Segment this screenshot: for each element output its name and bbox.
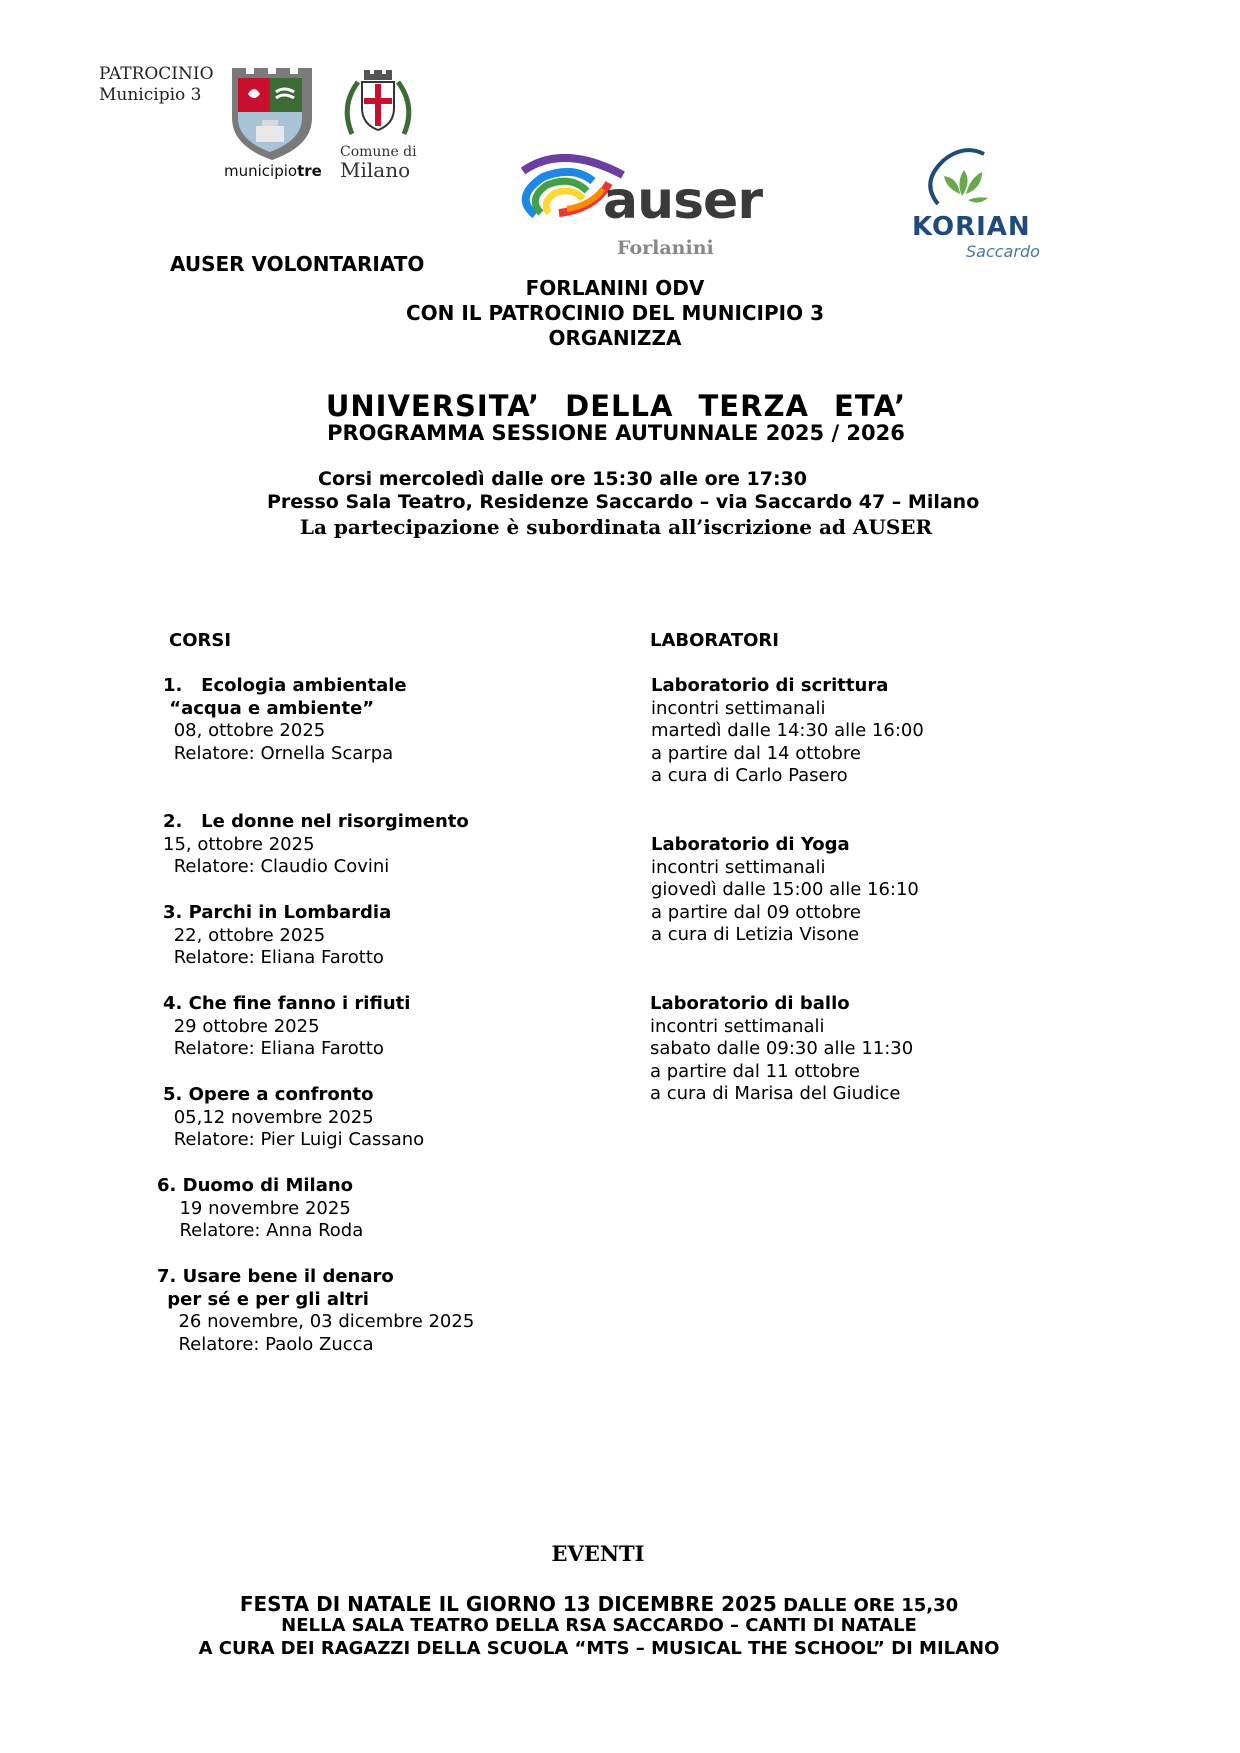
- patrocinio-line2: Municipio 3: [99, 85, 202, 105]
- workshop-start: a partire dal 09 ottobre: [651, 901, 861, 923]
- course-date: 26 novembre, 03 dicembre 2025: [167, 1311, 475, 1332]
- korian-logo-word: KORIAN: [912, 212, 1031, 242]
- course-date: 22, ottobre 2025: [168, 924, 326, 946]
- event-line2: NELLA SALA TEATRO DELLA RSA SACCARDO – CANTI DI NATALE: [281, 1615, 917, 1636]
- course-item: [157, 1266, 474, 1356]
- course-item: [163, 1084, 424, 1152]
- course-date: 08, ottobre 2025: [168, 720, 326, 741]
- workshop-frequency: incontri settimanali: [650, 1015, 825, 1037]
- course-item: [163, 675, 407, 765]
- milano-logo-line1: Comune di: [340, 144, 417, 160]
- venue-text: Presso Sala Teatro, Residenze Saccardo – via Saccardo 47 – Milano: [267, 491, 980, 513]
- workshop-item: [651, 675, 924, 788]
- event-time: DALLE ORE 15,30: [776, 1595, 959, 1616]
- milano-logo-line2: Milano: [340, 158, 411, 182]
- course-item: [163, 993, 410, 1061]
- course-date: 29 ottobre 2025: [168, 1015, 320, 1037]
- comune-milano-logo: [338, 64, 418, 184]
- course-speaker: Relatore: Anna Roda: [168, 1220, 364, 1241]
- patrocinio-line1: PATROCINIO: [99, 64, 214, 84]
- municipio3-logo: [222, 64, 338, 184]
- workshop-frequency: incontri settimanali: [651, 697, 826, 719]
- workshop-title: Laboratorio di ballo: [650, 993, 850, 1014]
- event-title: FESTA DI NATALE IL GIORNO 13 DICEMBRE 2025: [239, 1592, 777, 1616]
- workshop-item: [651, 834, 919, 947]
- korian-leaf-icon: [910, 146, 1020, 212]
- course-speaker: Relatore: Eliana Farotto: [168, 1038, 384, 1059]
- workshop-schedule: sabato dalle 09:30 alle 11:30: [650, 1038, 914, 1059]
- milano-crest-icon: [338, 64, 418, 144]
- course-speaker: Relatore: Paolo Zucca: [167, 1333, 374, 1355]
- course-title: 2. Le donne nel risorgimento: [163, 811, 469, 832]
- korian-saccardo-logo: [910, 146, 1040, 266]
- page-title: UNIVERSITA’ DELLA TERZA ETA’: [325, 389, 907, 423]
- auser-forlanini-logo: [515, 143, 762, 263]
- course-title-line2: “acqua e ambiente”: [163, 697, 375, 719]
- course-title: 7. Usare bene il denaro: [157, 1266, 394, 1287]
- workshop-start: a partire dal 14 ottobre: [651, 742, 861, 764]
- course-date: 19 novembre 2025: [168, 1197, 351, 1219]
- course-title: 4. Che fine fanno i rifiuti: [163, 993, 411, 1014]
- organizer-label: AUSER VOLONTARIATO: [170, 252, 425, 276]
- course-speaker: Relatore: Ornella Scarpa: [168, 742, 394, 764]
- course-speaker: Relatore: Claudio Covini: [168, 856, 390, 877]
- course-title: 1. Ecologia ambientale: [163, 675, 407, 696]
- workshop-frequency: incontri settimanali: [651, 856, 826, 878]
- course-item: [163, 811, 469, 879]
- municipio3-shield-icon: [222, 64, 338, 164]
- workshop-leader: a cura di Marisa del Giudice: [650, 1083, 901, 1104]
- municipio3-logo-label: [224, 162, 322, 180]
- schedule-text: Corsi mercoledì dalle ore 15:30 alle ore 17:30: [318, 468, 808, 490]
- course-title: 6. Duomo di Milano: [157, 1175, 354, 1196]
- course-title: 5. Opere a confronto: [163, 1084, 374, 1105]
- workshop-title: Laboratorio di scrittura: [651, 675, 889, 696]
- events-heading: EVENTI: [551, 1541, 645, 1566]
- course-item: [163, 902, 391, 970]
- course-speaker: Relatore: Eliana Farotto: [168, 947, 384, 968]
- workshop-leader: a cura di Carlo Pasero: [651, 765, 848, 786]
- workshops-heading: LABORATORI: [650, 630, 779, 651]
- workshop-item: [650, 993, 913, 1106]
- workshop-leader: a cura di Letizia Visone: [651, 924, 860, 945]
- auser-logo-sub: Forlanini: [617, 237, 714, 259]
- course-title-line2: per sé e per gli altri: [161, 1288, 369, 1310]
- workshop-schedule: martedì dalle 14:30 alle 16:00: [651, 720, 924, 741]
- course-title: 3. Parchi in Lombardia: [163, 902, 392, 923]
- workshop-start: a partire dal 11 ottobre: [650, 1060, 860, 1082]
- organizer-line3: ORGANIZZA: [548, 326, 682, 350]
- participation-note: La partecipazione è subordinata all’iscrizione ad AUSER: [299, 515, 933, 539]
- page-subtitle: PROGRAMMA SESSIONE AUTUNNALE 2025 / 2026: [327, 421, 905, 445]
- course-date: 15, ottobre 2025: [163, 833, 315, 855]
- organizer-line2: CON IL PATROCINIO DEL MUNICIPIO 3: [406, 301, 824, 325]
- municipio3-logo-prefix: municipio: [224, 162, 298, 180]
- municipio3-logo-suffix: tre: [297, 162, 322, 180]
- event-line1: [0, 1592, 1198, 1616]
- auser-logo-word: auser: [603, 171, 762, 231]
- korian-logo-sub: Saccardo: [966, 242, 1040, 261]
- course-date: 05,12 novembre 2025: [168, 1106, 374, 1128]
- courses-heading: CORSI: [169, 630, 232, 651]
- organizer-line1: FORLANINI ODV: [525, 276, 705, 300]
- workshop-schedule: giovedì dalle 15:00 alle 16:10: [651, 879, 919, 900]
- patrocinio-label: [99, 64, 214, 106]
- event-line3: A CURA DEI RAGAZZI DELLA SCUOLA “MTS – MUSICAL THE SCHOOL” DI MILANO: [198, 1638, 1000, 1659]
- course-speaker: Relatore: Pier Luigi Cassano: [168, 1129, 425, 1150]
- course-item: [157, 1175, 363, 1243]
- workshop-title: Laboratorio di Yoga: [651, 834, 850, 855]
